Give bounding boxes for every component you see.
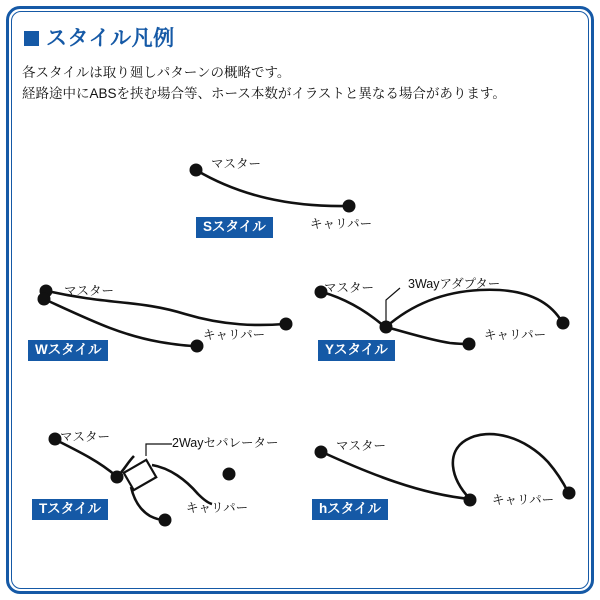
t-style-junction-node <box>111 471 124 484</box>
h-style-caliper-label: キャリパー <box>492 493 555 507</box>
w-style-caliper-node-1 <box>280 318 293 331</box>
h-style-tag: hスタイル <box>312 499 388 520</box>
t-style-master-label: マスター <box>60 430 111 444</box>
w-style-caliper-label: キャリパー <box>203 328 266 342</box>
w-style-master-label: マスター <box>64 284 115 298</box>
y-style-tag: Yスタイル <box>318 340 395 361</box>
h-style-master-node <box>315 446 328 459</box>
y-style-caliper-node-1 <box>557 317 570 330</box>
t-style-hose-separator-to-caliper-right <box>152 465 212 504</box>
h-style-hose-main <box>322 452 470 499</box>
t-style-separator-leader-line <box>146 444 172 456</box>
y-style-adapter-label: 3Wayアダプター <box>408 277 501 291</box>
y-style-hose-branch-lower <box>386 327 468 344</box>
t-style-caliper-node-1 <box>223 468 236 481</box>
y-style-hose-master-to-adapter <box>322 292 385 327</box>
s-style-tag: Sスタイル <box>196 217 273 238</box>
page-title: スタイル凡例 <box>46 27 175 50</box>
t-style-caliper-node-2 <box>159 514 172 527</box>
t-style-hose-separator-to-caliper-left <box>131 487 164 520</box>
h-style-master-label: マスター <box>336 439 387 453</box>
s-style-hose-line <box>196 170 348 206</box>
note-line-1: 各スタイルは取り廻しパターンの概略です。 <box>22 65 291 80</box>
s-style-caliper-node <box>343 200 356 213</box>
t-style-hose-master-to-junction <box>56 440 116 476</box>
s-style-master-node <box>190 164 203 177</box>
s-style-master-label: マスター <box>211 157 262 171</box>
h-style-hose-loop <box>453 434 568 499</box>
w-style-master-node-2 <box>38 293 51 306</box>
w-style-caliper-node-2 <box>191 340 204 353</box>
note-line-2: 経路途中にABSを挟む場合等、ホース本数がイラストと異なる場合があります。 <box>22 85 506 101</box>
w-style-tag: Wスタイル <box>28 340 108 361</box>
y-style-hose-branch-upper <box>386 290 562 327</box>
h-style-caliper-node-2 <box>563 487 576 500</box>
y-style-adapter-node <box>380 321 393 334</box>
t-style-tag: Tスタイル <box>32 499 108 520</box>
t-style-caliper-label: キャリパー <box>186 501 249 515</box>
y-style-caliper-node-2 <box>463 338 476 351</box>
t-style-separator-label: 2Wayセパレーター <box>172 436 279 450</box>
w-style-hose-line-lower <box>44 299 196 346</box>
y-style-master-label: マスター <box>324 281 375 295</box>
s-style-caliper-label: キャリパー <box>310 217 373 231</box>
y-style-caliper-label: キャリパー <box>484 328 547 342</box>
h-style-caliper-node-1 <box>464 494 477 507</box>
